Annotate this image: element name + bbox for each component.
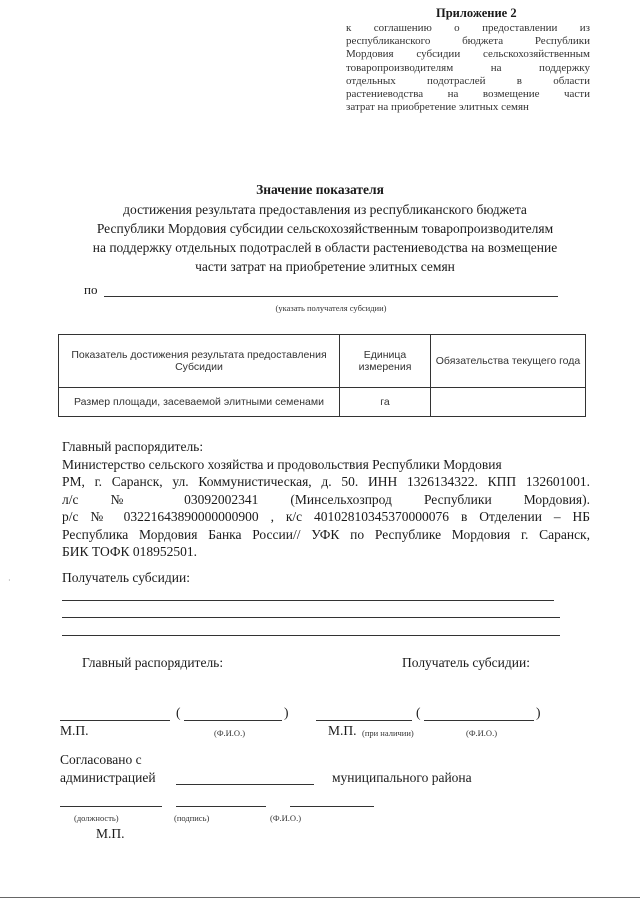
table-row xyxy=(59,388,586,417)
fio-hint-right: (Ф.И.О.) xyxy=(466,728,498,738)
paren-open: ( xyxy=(176,705,181,720)
position-hint: (должность) xyxy=(74,813,119,823)
recipient-prefix: по xyxy=(84,282,98,297)
appendix-line: республиканского бюджета Республики xyxy=(346,35,590,48)
appendix-line: к соглашению о предоставлении из xyxy=(346,22,590,34)
table-header-row xyxy=(59,335,586,388)
recipient-fill-line xyxy=(62,600,554,601)
agreed-administration: администрацией xyxy=(60,770,156,785)
paren-open: ( xyxy=(416,705,421,720)
distributor-line: р/с № 03221643890000000900 , к/с 40102810345370000076 в Отделении – НБ xyxy=(62,509,590,524)
if-any-hint: (при наличии) xyxy=(362,728,414,738)
cell-obligations xyxy=(431,388,586,417)
agreed-district: муниципального района xyxy=(332,770,472,785)
distributor-line: Республика Мордовия Банка России// УФК по Республике Мордовия г. Саранск, xyxy=(62,526,590,542)
position-line xyxy=(60,806,162,807)
recipient-fill-line xyxy=(104,296,558,297)
column-header-indicator: Показатель достижения результата предоставления Субсидии xyxy=(59,335,340,388)
signature-left-label: Главный распорядитель: xyxy=(82,655,224,670)
agreed-label: Согласовано с xyxy=(60,752,142,767)
signature-line xyxy=(60,720,170,721)
recipient-fill-line xyxy=(62,635,560,636)
signature-hint: (подпись) xyxy=(174,813,210,823)
document-title: Значение показателя xyxy=(256,182,384,197)
column-header-unit: Единица измерения xyxy=(340,335,431,388)
signature-right-label: Получатель субсидии: xyxy=(402,655,530,670)
distributor-block xyxy=(62,438,590,561)
recipient-label: Получатель субсидии: xyxy=(62,570,190,585)
stamp-place-right: М.П. xyxy=(328,723,357,738)
fio-line xyxy=(184,720,282,721)
distributor-line: БИК ТОФК 018952501. xyxy=(62,544,198,559)
appendix-line: товаропроизводителям на поддержку xyxy=(346,61,590,74)
signature-line xyxy=(316,720,412,721)
appendix-line: Мордовия субсидии сельскохозяйственным xyxy=(346,48,590,61)
fio-hint: (Ф.И.О.) xyxy=(270,813,302,823)
fio-line xyxy=(424,720,534,721)
paren-close: ) xyxy=(536,705,541,720)
appendix-title: Приложение 2 xyxy=(436,6,517,20)
appendix-line: растениеводства на возмещение части xyxy=(346,88,590,101)
fio-line xyxy=(290,806,374,807)
distributor-line: л/с № 03092002341 (Минсельхозпрод Республики Мордовия). xyxy=(62,491,590,507)
signature-line xyxy=(176,806,266,807)
distributor-line: Министерство сельского хозяйства и продовольствия Республики Мордовия xyxy=(62,456,502,472)
stamp-place-agreed: М.П. xyxy=(96,826,125,841)
appendix-line: затрат на приобретение элитных семян xyxy=(346,101,529,114)
page-bottom-edge xyxy=(0,897,640,898)
cell-indicator: Размер площади, засеваемой элитными семенами xyxy=(59,388,340,417)
recipient-hint: (указать получателя субсидии) xyxy=(275,303,387,313)
distributor-line: РМ, г. Саранск, ул. Коммунистическая, д. 50. ИНН 1326134322. КПП 132601001. xyxy=(62,474,590,489)
fio-hint-left: (Ф.И.О.) xyxy=(214,728,246,738)
document-subtitle: достижения результата предоставления из республиканского бюджета Республики Мордовия субсидии сельскохозяйственным товаропроизводителям на поддержку отдельных подотраслей в области растениеводства на возмещение части затрат на приобретение элитных семян xyxy=(92,202,558,274)
indicator-table xyxy=(58,334,586,417)
distributor-label: Главный распорядитель: xyxy=(62,439,204,454)
cell-unit: га xyxy=(340,388,431,417)
margin-mark: · xyxy=(8,576,11,585)
column-header-obligations: Обязательства текущего года xyxy=(431,335,586,388)
recipient-fill-line xyxy=(62,617,560,618)
stamp-place-left: М.П. xyxy=(60,723,89,738)
paren-close: ) xyxy=(284,705,289,720)
appendix-line: отдельных подотраслей в области xyxy=(346,74,590,87)
appendix-text xyxy=(346,22,590,114)
administration-fill-line xyxy=(176,784,314,785)
